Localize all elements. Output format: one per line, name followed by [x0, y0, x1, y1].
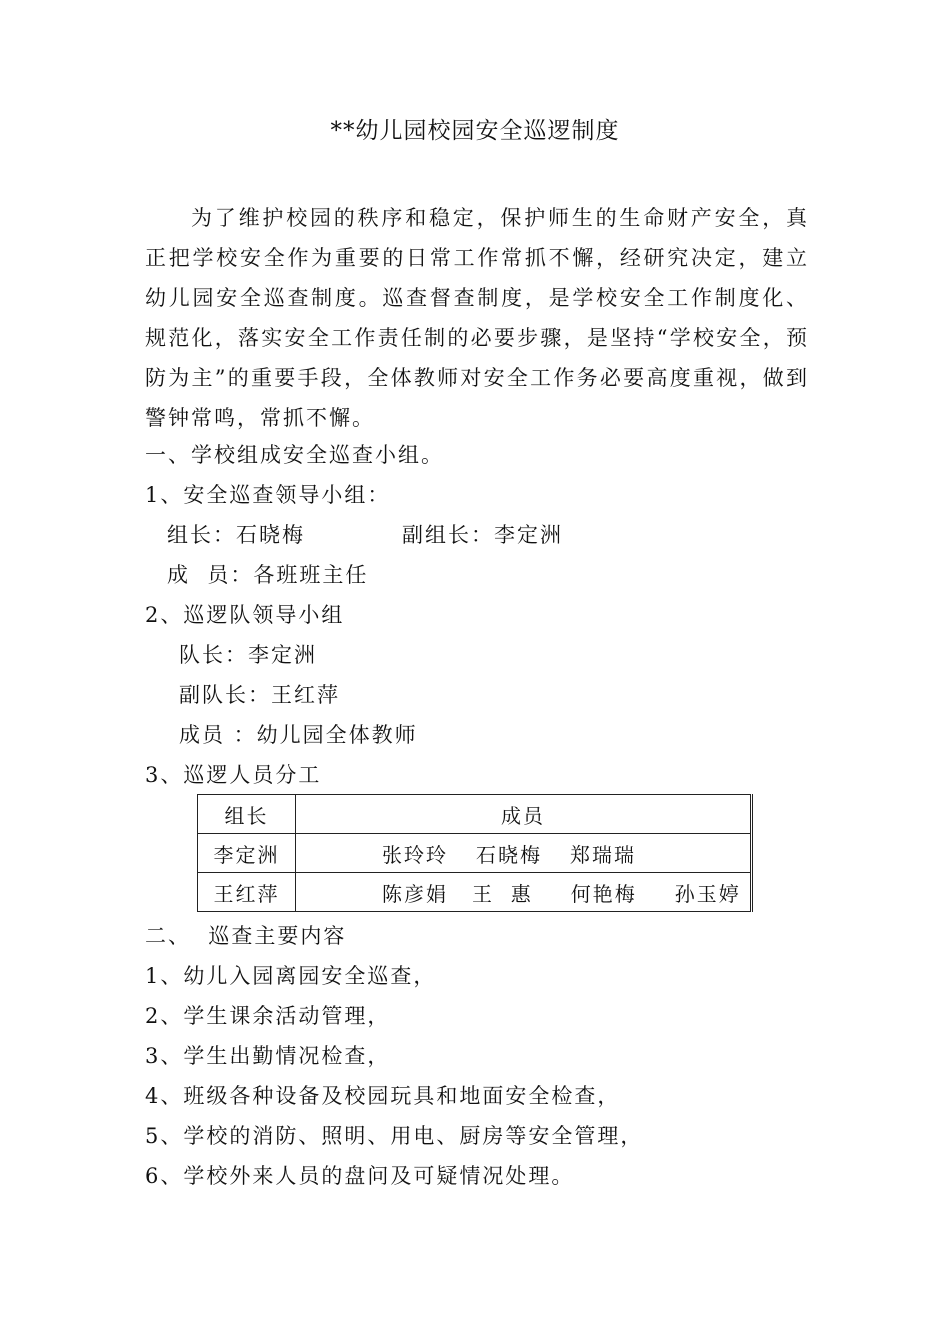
patrol-table — [197, 794, 753, 912]
sub2-heading: 2、巡逻队领导小组 — [145, 603, 345, 627]
document-title: **幼儿园校园安全巡逻制度 — [330, 118, 620, 144]
table-header-row — [198, 795, 752, 834]
content-item: 1、幼儿入园离园安全巡查， — [145, 964, 437, 988]
section2-heading: 二、 巡查主要内容 — [145, 924, 347, 948]
member-name: 石晓梅 — [476, 842, 542, 867]
table-header-cell: 组长 — [198, 795, 296, 834]
content-item: 4、班级各种设备及校园玩具和地面安全检查， — [145, 1084, 621, 1108]
member-name: 郑瑞瑞 — [570, 842, 636, 867]
table-header-cell: 成员 — [296, 795, 752, 834]
captain-line: 队长：李定洲 — [179, 643, 317, 667]
member-name: 孙玉婷 — [674, 881, 741, 906]
leader-line: 组长：石晓梅 — [167, 523, 305, 547]
content-item: 5、学校的消防、照明、用电、厨房等安全管理， — [145, 1124, 644, 1148]
table-cell-members — [296, 873, 752, 912]
member-name: 何艳梅 — [570, 881, 637, 906]
member-name: 陈彦娟 — [382, 881, 448, 906]
intro-paragraph: 为了维护校园的秩序和稳定，保护师生的生命财产安全，真正把学校安全作为重要的日常工作常抓不懈，经研究决定，建立幼儿园安全巡查制度。巡查督查制度，是学校安全工作制度化、规范化，落实安全工作责任制的必要步骤，是坚持“学校安全，预防为主”的重要手段，全体教师对安全工作务必要高度重视，做到警钟常鸣，常抓不懈。 — [145, 206, 809, 430]
deputy-line: 副组长：李定洲 — [402, 523, 563, 547]
sub3-heading: 3、巡逻人员分工 — [145, 763, 322, 787]
members-line: 成 员：各班班主任 — [167, 563, 369, 587]
sub1-heading: 1、安全巡查领导小组： — [145, 483, 391, 507]
vice-captain-line: 副队长：王红萍 — [179, 683, 340, 707]
team-members-line: 成员 ：幼儿园全体教师 — [179, 723, 418, 747]
table-cell-leader: 王红萍 — [198, 873, 296, 912]
content-item: 2、学生课余活动管理， — [145, 1004, 391, 1028]
section1-heading: 一、学校组成安全巡查小组。 — [145, 443, 444, 467]
table-cell-leader: 李定洲 — [198, 834, 296, 873]
table-row — [198, 834, 752, 873]
table-row — [198, 873, 752, 912]
member-name: 王 惠 — [472, 881, 533, 906]
content-item: 6、学校外来人员的盘问及可疑情况处理。 — [145, 1164, 575, 1188]
table-cell-members — [296, 834, 752, 873]
member-name: 张玲玲 — [382, 842, 448, 867]
content-item: 3、学生出勤情况检查， — [145, 1044, 391, 1068]
